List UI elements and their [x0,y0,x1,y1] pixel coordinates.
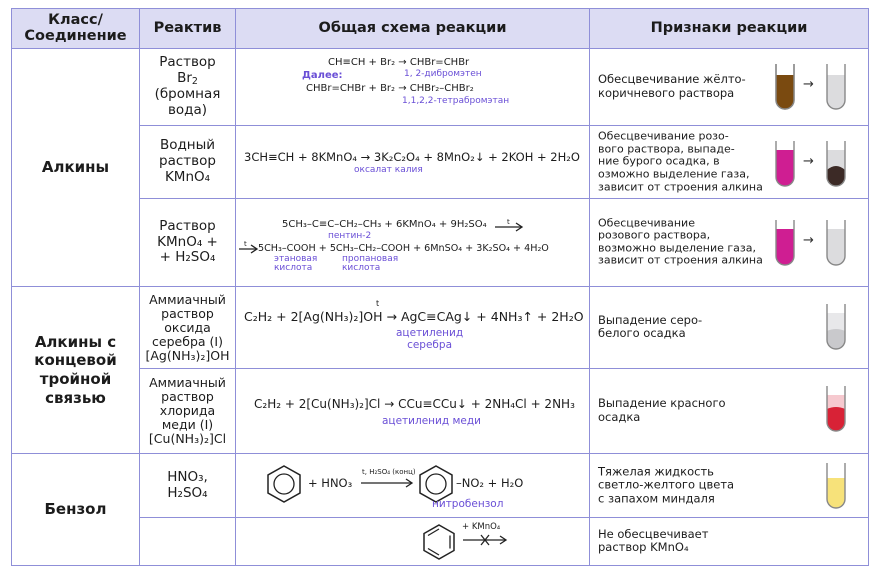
signs-kmno4-acidic-l3: возможно выделение газа, [598,241,756,255]
signs-nitration-l1: Тяжелая жидкость [598,463,714,478]
reactant-hno3: + HNO₃ [308,476,353,490]
reaction-arrow-icon [494,219,524,233]
reagent-bromine-l4: вода) [167,101,208,118]
reagent-copper-l2: раствор [161,389,214,404]
kmno4-condition: + KMnO₄ [462,522,501,532]
class-terminal-l4: связью [45,388,106,407]
eq-kmno4-acidic-1: 5CH₃–C≡C–CH₂–CH₃ + 6KMnO₄ + 9H₂SO₄ [282,219,487,230]
product-nitro-group: –NO₂ + H₂O [456,476,524,490]
signs-benzene-kmno4 [590,518,869,566]
scheme-bromine [236,49,590,126]
reaction-arrow-icon [238,241,258,255]
reagent-kmno4-acidic-l1: Раствор [159,217,216,234]
right-arrow-icon: → [803,154,814,169]
reagent-silver-l1: Аммиачный [149,291,226,307]
class-terminal-l3: тройной [39,370,112,388]
scheme-kmno4-acidic [236,199,590,287]
signs-kmno4-l5: зависит от строения алкина [598,179,763,193]
signs-kmno4-text [598,130,763,193]
product-potassium-oxalate: оксалат калия [354,165,423,175]
reagent-copper-l4: меди (I) [161,417,214,432]
signs-kmno4-l3: ние бурого осадка, в [598,154,720,168]
reagent-copper [140,369,236,454]
reagent-copper-l1: Аммиачный [149,375,226,390]
row-nitration [12,454,869,518]
propanoic-l1: пропановая [342,254,399,264]
signs-kmno4-acidic-l4: зависит от строения алкина [598,254,763,268]
silver-acetylide-l2: серебра [407,339,453,352]
class-terminal-l2: концевой [34,351,117,370]
name-pentyne: пентин-2 [328,231,372,241]
test-tube-icon [774,63,796,111]
reagent-kmno4-acidic [140,199,236,287]
name-ethanoic-acid [274,255,317,274]
product-dibromoethene: 1, 2-дибромэтен [404,69,482,79]
row-bromine [12,49,869,126]
header-class-l2: Соединение [24,27,127,44]
reagent-silver [140,287,236,369]
header-scheme: Общая схема реакции [236,9,590,49]
ethanoic-l1: этановая [274,254,318,264]
row-kmno4-acidic [12,199,869,287]
reaction-arrow-icon [360,478,414,488]
reagent-kmno4-aqueous [140,126,236,199]
product-nitrobenzene: нитробензол [432,498,504,510]
signs-silver [590,287,869,369]
signs-benzene-kmno4-l1: Не обесцвечивает [598,526,709,541]
reagent-nitration-l1: HNO₃, [167,468,208,485]
class-benzene-label: Бензол [44,500,107,519]
signs-bromine [590,49,869,126]
reagent-bromine-sub: 2 [191,76,198,88]
nitration-conditions: t, H₂SO₄ (конц) [362,468,416,476]
signs-nitration-l2: светло-желтого цвета [598,477,735,492]
reagent-nitration [140,454,236,518]
test-tube-icon [825,140,847,188]
test-tube-icon [825,63,847,111]
signs-nitration [590,454,869,518]
right-arrow-icon: → [803,77,814,92]
signs-kmno4-acidic [590,199,869,287]
product-silver-acetylide [396,327,463,351]
class-alkynes [12,49,140,287]
scheme-nitration [236,454,590,518]
signs-copper-l2: осадка [598,410,641,424]
scheme-kmno4-aqueous [236,126,590,199]
reagent-bromine-l3: (бромная [154,86,221,102]
reagent-kmno4-acidic-l3: + H₂SO₄ [159,249,216,266]
row-kmno4-aqueous [12,126,869,199]
silver-acetylide-l1: ацетиленид [396,327,464,339]
test-tube-icon [774,140,796,188]
reagent-kmno4-l3: KMnO₄ [164,168,211,185]
benzene-ring-icon [264,464,304,504]
signs-kmno4-l4: озможно выделение газа, [598,167,750,181]
row-benzene-kmno4 [12,518,869,566]
signs-kmno4-acidic-l1: Обесцвечивание [598,216,695,230]
reaction-table [11,8,869,566]
reagent-bromine-l1: Раствор [159,54,216,71]
header-class [12,9,140,49]
crossed-arrow-icon [462,534,508,546]
reagent-kmno4-acidic-l2: KMnO₄ + [157,233,218,250]
eq-silver: C₂H₂ + 2[Ag(NH₃)₂]OH → AgC≡CAg↓ + 4NH₃↑ + 2H₂O [244,309,584,324]
reagent-benzene-kmno4 [140,518,236,566]
eq-bromine-1: CH≡CH + Br₂ → CHBr=CHBr [328,57,470,68]
class-terminal-alkynes [12,287,140,454]
eq-kmno4-aqueous: 3CH≡CH + 8KMnO₄ → 3K₂C₂O₄ + 8MnO₂↓ + 2KOH + 2H₂O [244,150,580,164]
product-tetrabromoethane: 1,1,2,2-тетрабромэтан [402,96,510,106]
reagent-kmno4-l1: Водный [159,137,216,154]
heat-label: t [376,299,380,308]
reagent-copper-l5: [Cu(NH₃)₂]Cl [148,431,227,446]
benzene-ring-icon [420,523,458,561]
header-row [12,9,869,49]
signs-silver-l2: белого осадка [598,326,686,341]
ethanoic-l2: кислота [274,263,313,274]
reagent-copper-l3: хлорида [159,403,216,418]
reagent-bromine [140,49,236,126]
row-copper [12,369,869,454]
signs-copper [590,369,869,454]
class-benzene [12,454,140,566]
header-signs: Признаки реакции [590,9,869,49]
test-tube-icon [774,219,796,267]
signs-silver-l1: Выпадение серо- [598,312,703,327]
class-terminal-l1: Алкины с [34,332,117,351]
signs-kmno4-acidic-text [598,217,763,268]
reagent-nitration-l2: H₂SO₄ [167,484,208,501]
row-silver [12,287,869,369]
signs-nitration-text [598,465,734,506]
signs-bromine-l2: коричневого раствора [598,86,735,100]
signs-kmno4-aqueous [590,126,869,199]
heat-label: t [244,241,247,248]
eq-copper: C₂H₂ + 2[Cu(NH₃)₂]Cl → CCu≡CCu↓ + 2NH₄Cl + 2NH₃ [254,397,575,411]
signs-kmno4-l1: Обесцвечивание розо- [598,129,729,143]
scheme-silver [236,287,590,369]
eq-kmno4-acidic-2: 5CH₃–COOH + 5CH₃–CH₂–COOH + 6MnSO₄ + 3K₂SO₄ + 4H₂O [258,243,549,254]
right-arrow-icon: → [803,233,814,248]
header-class-l1: Класс/ [48,11,103,28]
reagent-silver-l5: [Ag(NH₃)₂]OH [145,347,230,363]
signs-benzene-kmno4-text [598,528,708,556]
propanoic-l2: кислота [342,263,381,274]
scheme-benzene-kmno4 [236,518,590,566]
then-label: Далее: [302,70,343,81]
signs-copper-text [598,397,726,425]
signs-nitration-l3: с запахом миндаля [598,491,715,506]
reagent-kmno4-l2: раствор [159,153,216,170]
signs-bromine-text [598,73,746,101]
header-reagent: Реактив [140,9,236,49]
eq-bromine-2: CHBr=CHBr + Br₂ → CHBr₂–CHBr₂ [306,83,474,94]
reagent-silver-l4: серебра (I) [152,333,223,349]
class-alkynes-label: Алкины [41,158,110,177]
test-tube-icon [825,303,847,351]
heat-label: t [507,219,510,226]
test-tube-icon [825,219,847,267]
test-tube-icon [825,462,847,510]
reagent-silver-l2: раствор [161,305,214,321]
signs-copper-l1: Выпадение красного [598,396,726,411]
test-tube-icon [825,385,847,433]
signs-bromine-l1: Обесцвечивание жёлто- [598,72,746,87]
reagent-silver-l3: оксида [164,319,211,335]
signs-benzene-kmno4-l2: раствор KMnO₄ [598,540,689,555]
signs-silver-text [598,314,702,342]
scheme-copper [236,369,590,454]
signs-kmno4-l2: вого раствора, выпаде- [598,142,735,156]
reagent-bromine-formula: Br [177,70,192,87]
product-copper-acetylide: ацетиленид меди [382,415,481,427]
signs-kmno4-acidic-l2: розового раствора, [598,228,711,242]
name-propanoic-acid [342,255,398,274]
